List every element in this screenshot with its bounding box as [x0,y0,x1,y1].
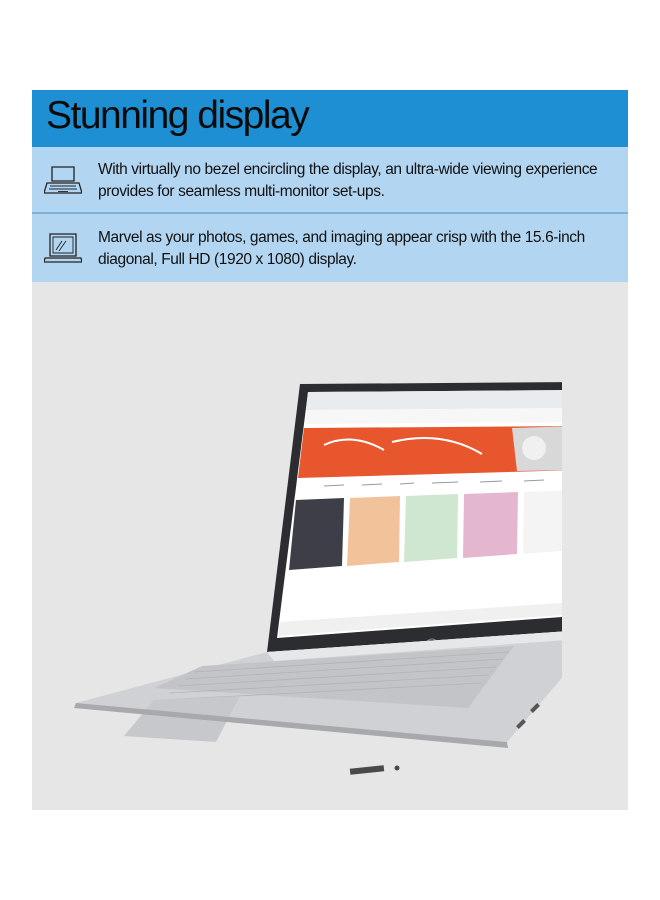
product-banner [32,90,628,810]
laptop-photo [62,370,562,800]
feature-row-bezel [32,147,628,212]
laptop-screen-icon [44,232,82,266]
feature-row-display [32,214,628,282]
feature-text-display: Marvel as your photos, games, and imaging appear crisp with the 15.6-inch diagonal, Full HD (1920 x 1080) display. [98,229,585,268]
laptop-keyboard-icon [44,163,82,197]
feature-text-bezel: With virtually no bezel encircling the display, an ultra-wide viewing experience provides for seamless multi-monitor set-ups. [98,161,598,200]
banner-header [32,90,628,147]
banner-title: Stunning display [46,94,309,137]
laptop-product-image [62,370,562,800]
